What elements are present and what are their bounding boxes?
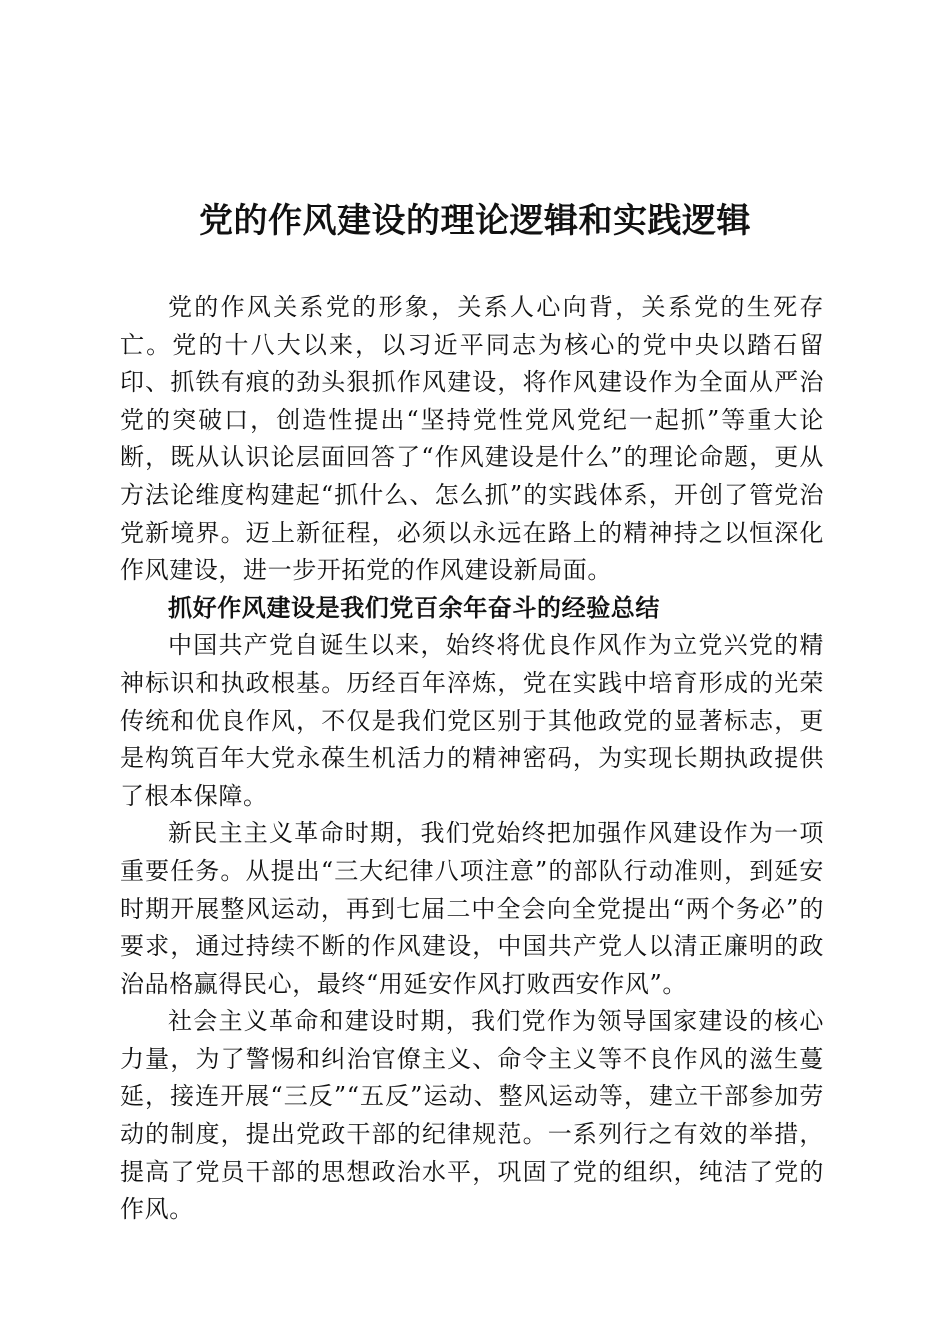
- section-paragraph: 中国共产党自诞生以来，始终将优良作风作为立党兴党的精神标识和执政根基。历经百年淬炼，党在实践中培育形成的光荣传统和优良作风，不仅是我们党区别于其他政党的显著标志，更是构筑百年大党永葆生机活力的精神密码，为实现长期执政提供了根本保障。: [120, 631, 824, 810]
- document-body: [120, 289, 824, 1229]
- section-heading: 抓好作风建设是我们党百余年奋斗的经验总结: [168, 593, 660, 622]
- intro-paragraph: 党的作风关系党的形象，关系人心向背，关系党的生死存亡。党的十八大以来，以习近平同志为核心的党中央以踏石留印、抓铁有痕的劲头狠抓作风建设，将作风建设作为全面从严治党的突破口，创造性提出“坚持党性党风党纪一起抓”等重大论断，既从认识论层面回答了“作风建设是什么”的理论命题，更从方法论维度构建起“抓什么、怎么抓”的实践体系，开创了管党治党新境界。迈上新征程，必须以永远在路上的精神持之以恒深化作风建设，进一步开拓党的作风建设新局面。: [120, 293, 824, 585]
- document-title: 党的作风建设的理论逻辑和实践逻辑: [199, 201, 751, 241]
- section-paragraph: 社会主义革命和建设时期，我们党作为领导国家建设的核心力量，为了警惕和纠治官僚主义、命令主义等不良作风的滋生蔓延，接连开展“三反”“五反”运动、整风运动等，建立干部参加劳动的制度，提出党政干部的纪律规范。一系列行之有效的举措，提高了党员干部的思想政治水平，巩固了党的组织，纯洁了党的作风。: [120, 1007, 824, 1224]
- section-paragraph: 新民主主义革命时期，我们党始终把加强作风建设作为一项重要任务。从提出“三大纪律八项注意”的部队行动准则，到延安时期开展整风运动，再到七届二中全会向全党提出“两个务必”的要求，通过持续不断的作风建设，中国共产党人以清正廉明的政治品格赢得民心，最终“用延安作风打败西安作风”。: [120, 819, 824, 998]
